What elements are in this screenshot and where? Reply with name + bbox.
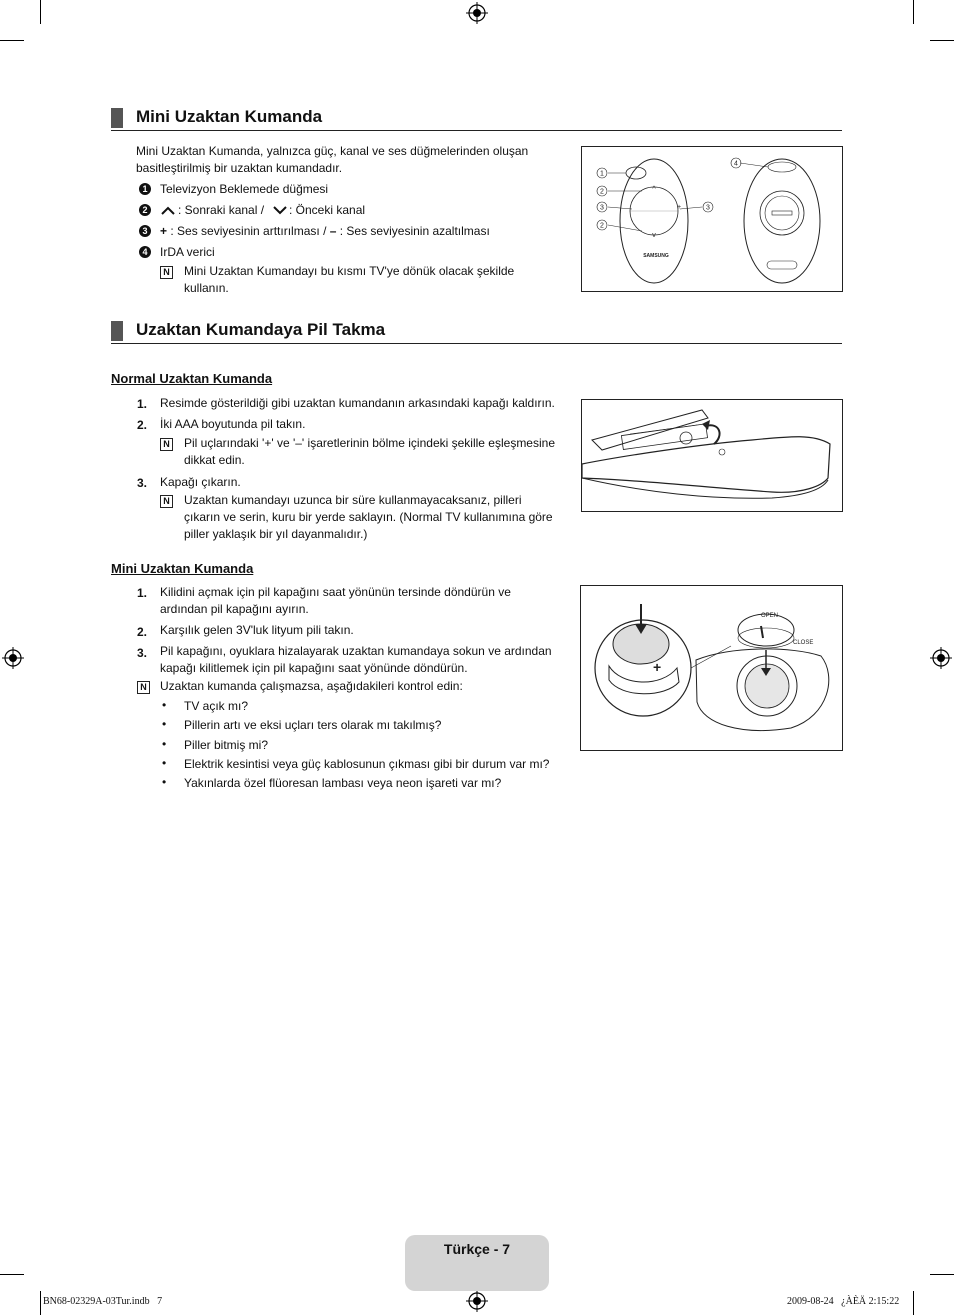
note-icon: N xyxy=(137,681,150,694)
note-icon: N xyxy=(160,438,173,451)
callout-marker: 3 xyxy=(706,204,710,212)
list-item: TV açık mı? xyxy=(184,699,249,713)
callout-marker: 1 xyxy=(600,170,604,178)
intro-text: Mini Uzaktan Kumanda, yalnızca güç, kanal ve ses düğmelerinden oluşan xyxy=(136,144,529,158)
section-heading-battery xyxy=(111,321,842,344)
step-number: 3. xyxy=(137,476,148,490)
step-number: 3. xyxy=(137,646,148,660)
svg-text:^: ^ xyxy=(652,186,656,193)
step-text: kapağı kilitlemek için pil kapağını saat yönünde döndürün. xyxy=(160,661,468,675)
mini-remote-illustration xyxy=(582,147,842,291)
callout-marker: 2 xyxy=(139,204,151,216)
crop-mark xyxy=(0,40,24,41)
note-text: çıkarın ve serin, kuru bir yerde saklayın. (Normal TV kullanımına göre xyxy=(184,510,553,524)
callout-marker: 4 xyxy=(139,246,151,258)
print-slug-right: 2009-08-24 ¿ÀÈÄ 2:15:22 xyxy=(787,1296,900,1307)
list-item: Yakınlarda özel flüoresan lambası veya neon işareti var mı? xyxy=(184,776,502,790)
section-heading-mini-remote xyxy=(111,108,842,131)
note-text: dikkat edin. xyxy=(184,453,245,467)
page-label: Türkçe - 7 xyxy=(443,1241,511,1257)
step-text: Karşılık gelen 3V'luk lityum pili takın. xyxy=(160,623,354,637)
crop-mark xyxy=(0,1274,24,1275)
note-icon: N xyxy=(160,495,173,508)
list-item-text: : Ses seviyesinin arttırılması / xyxy=(167,224,330,238)
list-item: Elektrik kesintisi veya güç kablosunun çıkması gibi bir durum var mı? xyxy=(184,757,550,771)
subheading-normal-remote: Normal Uzaktan Kumanda xyxy=(111,371,273,386)
plus-symbol: + xyxy=(160,224,168,238)
bullet-dot: • xyxy=(162,756,167,770)
svg-text:v: v xyxy=(652,232,656,239)
chevron-down-icon xyxy=(272,205,288,216)
note-icon: N xyxy=(160,266,173,279)
bullet-dot: • xyxy=(162,775,167,789)
note-text: Uzaktan kumanda çalışmazsa, aşağıdakileri kontrol edin: xyxy=(160,679,463,693)
intro-text: basitleştirilmiş bir uzaktan kumandadır. xyxy=(136,161,343,175)
list-item: IrDA verici xyxy=(160,245,215,259)
step-number: 1. xyxy=(137,397,148,411)
crop-mark xyxy=(913,1291,914,1315)
step-text: ardından pil kapağını ayırın. xyxy=(160,602,309,616)
registration-mark-icon xyxy=(466,1290,488,1312)
chevron-up-icon xyxy=(160,205,176,216)
crop-mark xyxy=(40,0,41,24)
step-text: İki AAA boyutunda pil takın. xyxy=(160,417,306,431)
callout-marker: 3 xyxy=(139,225,151,237)
list-item: : Önceki kanal xyxy=(289,203,366,217)
registration-mark-icon xyxy=(930,647,952,669)
figure-normal-remote-battery xyxy=(581,399,843,512)
step-text: Kilidini açmak için pil kapağını saat yönünün tersinde döndürün ve xyxy=(160,585,511,599)
note-text: Pil uçlarındaki '+' ve '–' işaretlerinin bölme içindeki şekille eşleşmesine xyxy=(184,436,555,450)
figure-mini-remote xyxy=(581,146,843,292)
note-text: piller yaklaşık bir yıl dayanmalıdır.) xyxy=(184,527,368,541)
list-item-text: : Ses seviyesinin azaltılması xyxy=(336,224,490,238)
minus-symbol: – xyxy=(329,224,337,238)
mini-battery-illustration xyxy=(581,586,842,750)
crop-mark xyxy=(930,40,954,41)
section-title: Mini Uzaktan Kumanda xyxy=(136,107,323,126)
print-slug-left: BN68-02329A-03Tur.indb 7 xyxy=(43,1296,163,1307)
figure-mini-remote-battery xyxy=(580,585,843,751)
list-item: Piller bitmiş mi? xyxy=(184,738,269,752)
heading-bar xyxy=(111,108,123,128)
note-text: Uzaktan kumandayı uzunca bir süre kullanmayacaksanız, pilleri xyxy=(184,493,522,507)
svg-text:+: + xyxy=(653,659,662,675)
bullet-dot: • xyxy=(162,737,167,751)
registration-mark-icon xyxy=(2,647,24,669)
step-number: 2. xyxy=(137,418,148,432)
callout-marker: 4 xyxy=(734,160,738,168)
note-text: Mini Uzaktan Kumandayı bu kısmı TV'ye dönük olacak şekilde xyxy=(184,264,515,278)
svg-text:+: + xyxy=(676,204,682,211)
note-text: kullanın. xyxy=(184,281,229,295)
step-number: 2. xyxy=(137,625,148,639)
subheading-mini-remote: Mini Uzaktan Kumanda xyxy=(111,561,254,576)
section-title: Uzaktan Kumandaya Pil Takma xyxy=(136,320,386,339)
crop-mark xyxy=(930,1274,954,1275)
callout-marker: 1 xyxy=(139,183,151,195)
remote-brand-label: SAMSUNG xyxy=(643,253,669,259)
list-item xyxy=(160,223,490,240)
callout-marker: 2 xyxy=(600,188,604,196)
normal-remote-illustration xyxy=(582,400,842,511)
callout-marker: 3 xyxy=(600,204,604,212)
step-text: Pil kapağını, oyuklara hizalayarak uzaktan kumandaya sokun ve ardından xyxy=(160,644,552,658)
heading-bar xyxy=(111,321,123,341)
bullet-dot: • xyxy=(162,717,167,731)
step-text: Kapağı çıkarın. xyxy=(160,475,241,489)
crop-mark xyxy=(913,0,914,24)
registration-mark-icon xyxy=(466,2,488,24)
open-label: OPEN xyxy=(761,613,779,619)
list-item: : Sonraki kanal / xyxy=(178,203,265,217)
callout-marker: 2 xyxy=(600,222,604,230)
bullet-dot: • xyxy=(162,698,167,712)
crop-mark xyxy=(40,1291,41,1315)
step-text: Resimde gösterildiği gibi uzaktan kumandanın arkasındaki kapağı kaldırın. xyxy=(160,396,555,410)
step-number: 1. xyxy=(137,586,148,600)
close-label: CLOSE xyxy=(793,640,814,646)
page-number-tab xyxy=(405,1235,549,1291)
list-item: Pillerin artı ve eksi uçları ters olarak mı takılmış? xyxy=(184,718,442,732)
list-item: Televizyon Beklemede düğmesi xyxy=(160,182,329,196)
